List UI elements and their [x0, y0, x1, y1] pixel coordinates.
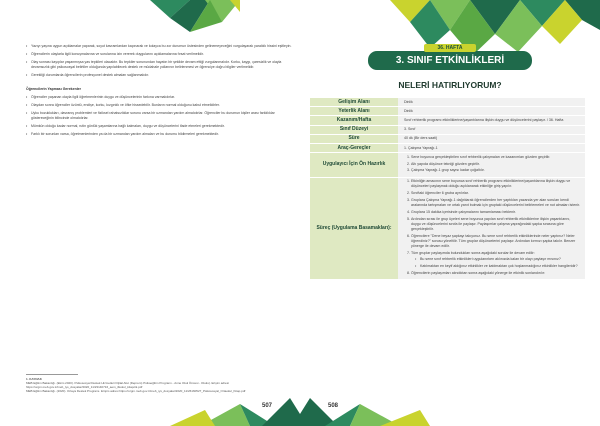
- top-left-decoration: [0, 0, 240, 40]
- row-value: Dinlik: [398, 98, 585, 106]
- list-item-text: Tüm gruplar paylaşımda bulundukları sonra aşağıdaki sorular ile devam edilir:: [411, 251, 535, 256]
- row-value: Dinlik: [398, 107, 585, 115]
- table-row: [310, 144, 585, 152]
- footnote-title: 1. KAYNAK: [26, 376, 42, 381]
- list-item: • Öğrencilerin olaylarla ilgili konuşmalarına ve sorularına izin vererek duygularını açıklamalarına fırsat verilmelidir.: [26, 52, 292, 57]
- bullet-list-bottom: [26, 95, 292, 137]
- page-number-left: 507: [262, 403, 273, 409]
- row-label: Gelişim Alanı: [310, 98, 398, 106]
- footnote-line: MEB Eğitim Bakanlığı. (2020). Ortaya Destek Programı. Erişim adresi https://orgm.meb.gov.tr/meb_iys_dosyalar/2020_11/26160527_Psikososyal_Ortaokul_Kitap.pdf: [26, 389, 246, 394]
- sub-list-item: • Bu sene sınıf rehberlik etkinlikleri uygulanırken aklınızda kalan bir olayı paylaşır mısınız?: [415, 257, 580, 262]
- table-row: [310, 153, 585, 176]
- list-item: • Öğrenciler yaşanan olayla ilgili öğretmenlerinin duygu ve düşüncelerinin farkına varmalıdırlar.: [26, 95, 292, 100]
- bottom-decoration: [0, 396, 600, 426]
- bullet-list-top: [26, 44, 292, 78]
- footnotes: [26, 374, 292, 394]
- sub-list-item: • Katılmaktan en keyif aldığınız etkinlikler ve katılmaktan çok hoşlanmadığınız etkinlikler hangileridir?: [415, 264, 580, 269]
- list-item: 3. Gruplara Çalışma Yaprağı-1 dağıtılarak öğrencilerden her yaptıkları yazanda yer alan soruları kendi aralarında tartışmaları ve ortak yanıt bulmak için gruptaki düşüncelerini belirlemeleri ve not almaları istenir.: [411, 198, 580, 208]
- activity-info-table: [310, 97, 585, 280]
- row-label: Süre: [310, 135, 398, 143]
- list-item: 8. Öğrencilerin paylaşımları alındıktan sonra aşağıdaki yönerge ile etkinlik sonlandırılır:: [411, 271, 580, 276]
- list-item: • Mümkün olduğu kadar normal, rutin günlük yaşamlarına bağlı kalmaları, duygu ve düşüncelerini ifade etmeleri gerekmektedir.: [26, 124, 292, 129]
- list-item: [411, 251, 580, 269]
- row-label: Yeterlik Alanı: [310, 107, 398, 115]
- list-item: • Yazıyı yaşına uygun açıklamalar yaparak, soyut kavramlardan kaçınarak ve kolayca bu zor durumun üstesinden gelinemeyeceğini vurgulayarak yaralılık hissini eşitleyin.: [26, 44, 292, 49]
- sub-question-list: [411, 257, 580, 269]
- row-label: Süreç (Uygulama Basamakları):: [310, 178, 398, 280]
- row-label: Kazanım/Hafta: [310, 116, 398, 124]
- table-row: [310, 178, 585, 280]
- page-title: 3. SINIF ETKİNLİKLERİ: [368, 51, 532, 70]
- process-steps-list: [404, 179, 580, 276]
- table-row: [310, 98, 585, 106]
- list-item: • Gerekliği durumlarda öğrencilerin profesyonel destek almaları sağlanmalıdır.: [26, 73, 292, 78]
- list-item: • Farklı bir sorunları varsa, öğretmenlerinden ya da bir uzmandan yardım almaları ve bu durumu bildirmeleri gerekmektedir.: [26, 132, 292, 137]
- list-item: • Olay sonrası kayıplar yaşanmışsa yas tepkileri olacaktır. Bu tepkiler sorunundan hayatın bir şekilde devam ettiği vurgulanmalıdır. Korku, kaygı, çaresizlik ve olayla devamsızlık gibi psikososyal belirtiler olduğunda yapılabilecek destek ve müdahale yollarının belirlenmesi ve öğrenciye doğru bilgiler verilmelidir.: [26, 60, 292, 71]
- week-badge: 36. HAFTA: [424, 44, 476, 52]
- list-item: • Uyku bozuklukları, davranış problemleri ve fiziksel rahatsızlıklar sorunu varsa bir uzmandan yardım almalıdırlar. Öğrenciler bu durumun kişiler arası farklılıklar göstereceğinin bilincinde olmalıdırlar.: [26, 111, 292, 122]
- row-value: [398, 153, 585, 176]
- row-label: Sınıf Düzeyi: [310, 126, 398, 134]
- list-item: 1. Çalışma Yaprağı-1: [404, 145, 438, 150]
- row-value: [398, 178, 585, 280]
- list-item: 2. Altı yapıda düşünce tekniği gözden geçirilir.: [411, 162, 580, 167]
- row-value: [398, 144, 585, 152]
- section-heading: Öğrencilerin Yapması Gerekenler: [26, 87, 81, 92]
- list-item: 1. Etkinliğin amacının sene boyunca sınıf rehberlik programı etkinliklerine/yaşantılarına ilişkin duygu ve düşünceleri paylaşmak olduğu açıklanarak etkinliğe giriş yapılır.: [411, 179, 580, 189]
- table-row: [310, 135, 585, 143]
- row-value: Sınıf rehberlik programı etkinliklerine/yaşantılarına ilişkin duygu ve düşüncelerini paylaşır. / 36. Hafta: [398, 116, 585, 124]
- row-value: 3. Sınıf: [398, 126, 585, 134]
- left-page-text: [26, 44, 292, 140]
- footnote-divider: [26, 374, 78, 375]
- list-item: 4. Gruplara 15 dakika içerisinde çalışmalarını tamamlaması beklenir.: [411, 210, 580, 215]
- preparation-list: [404, 155, 580, 174]
- row-label: Uygulayıcı İçin Ön Hazırlık: [310, 153, 398, 176]
- row-label: Araç-Gereçler: [310, 144, 398, 152]
- footnote-line: MEB Eğitim Bakanlığı. (Ekim 2020). Psikososyal Destek Hizmetleri Dijital Afet (Deprem) Psikoeğitim Programı - Anne Okul Öncesi - Okulu). Erişim adresi https://orgm.meb.gov.tr/meb_iys_dosyalar/2020_11/23140716_aem_ilkokul_kitapcik.pdf: [26, 380, 229, 390]
- page-number-right: 508: [328, 403, 339, 409]
- table-row: [310, 116, 585, 124]
- row-value: 40 dk (Bir ders saati): [398, 135, 585, 143]
- list-item: 2. Sınıftaki öğrenciler 6 gruba ayrılırlar.: [411, 191, 580, 196]
- table-row: [310, 107, 585, 115]
- list-item: 1. Sene boyunca gerçekleştirilen sınıf rehberlik çalışmaları ve kazanımları gözden geçirilir.: [411, 155, 580, 160]
- title-badge: [368, 44, 532, 74]
- activity-title: NELERİ HATIRLIYORUM?: [398, 80, 502, 90]
- list-item: 5. Ardından sırası ile grup üyeleri sene boyunca yapılan sınıf rehberlik etkinliklerine ilişkin yaşantılarını, duygu ve düşüncelerini sınıfa ile paylaşır. Paylaşımlar çalışma yaprağındaki şapka sırasına göre gerçekleştirilir.: [411, 217, 580, 233]
- table-row: [310, 126, 585, 134]
- list-item: 3. Çalışma Yaprağı-1 grup sayısı kadar çoğaltılır.: [411, 168, 580, 173]
- list-item: • Olaydan sonra öğrenciler üzüntü, endişe, korku, kızgınlık ve öfke hissedebilir. Bunların normal olduğunu kabul etmelidirler.: [26, 103, 292, 108]
- list-item: 6. Öğrencilere "Dene beyaz şapkayı takıyoruz. Bu sene sınıf rehberlik etkinliklerinde neler yaptınız? Neler öğrendiniz?" sorusu yöneltilir. Tüm gruplar düşüncelerini paylaşır. Ardından kırmızı şapka takılır. Benzer yönerge ile devam edilir.: [411, 234, 580, 250]
